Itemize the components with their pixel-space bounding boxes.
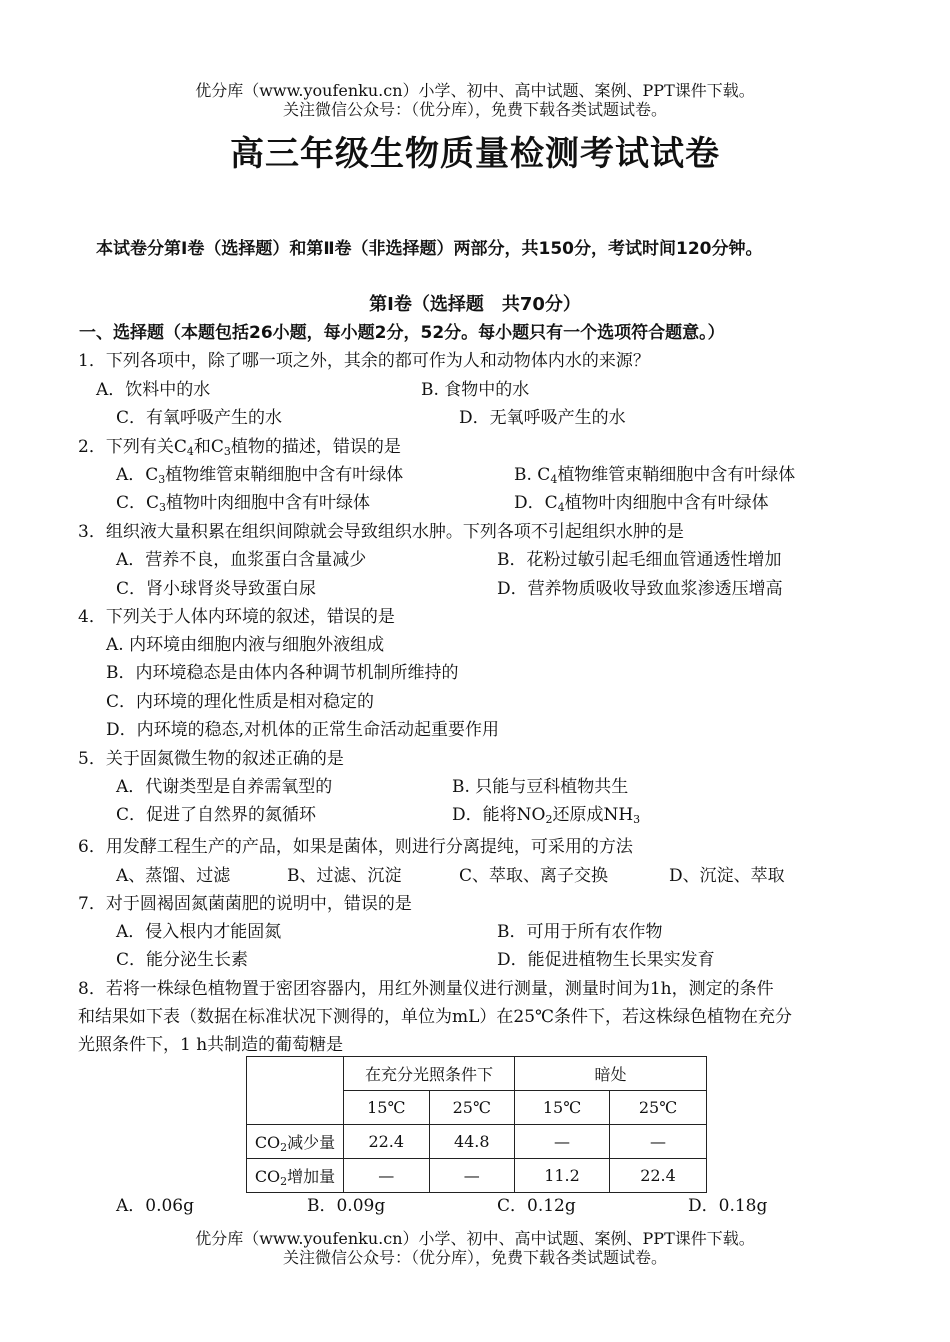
part1-heading: 第Ⅰ卷（选择题 共70分） [369, 294, 581, 315]
q1-option-c: C．有氧呼吸产生的水 [116, 408, 283, 428]
table-group-dark: 暗处 [515, 1057, 707, 1091]
table-group-light: 在充分光照条件下 [344, 1057, 515, 1091]
q5-option-b: B. 只能与豆科植物共生 [452, 777, 629, 797]
q4-option-d: D．内环境的稳态,对机体的正常生命活动起重要作用 [106, 720, 500, 740]
table-cell: — [429, 1159, 515, 1193]
q3-option-c: C．肾小球肾炎导致蛋白尿 [116, 579, 317, 599]
table-cell: — [344, 1159, 430, 1193]
q8-option-c: C．0.12g [497, 1196, 576, 1216]
q3-option-a: A．营养不良，血浆蛋白含量减少 [116, 550, 367, 570]
q5-option-a: A．代谢类型是自养需氧型的 [116, 777, 333, 797]
section-heading: 一、选择题（本题包括26小题，每小题2分，52分。每小题只有一个选项符合题意。） [79, 323, 725, 343]
q1-option-d: D．无氧呼吸产生的水 [459, 408, 626, 428]
q5-option-d: D．能将$NO_2$还原成$NH_3$ [452, 805, 641, 826]
q6-option-d: D、沉淀、萃取 [669, 866, 785, 886]
table-row-label: $CO_2$增加量 [247, 1159, 344, 1193]
q7-stem: 7．对于圆褐固氮菌菌肥的说明中，错误的是 [78, 894, 412, 914]
q8-option-a: A．0.06g [116, 1196, 195, 1216]
page-title: 高三年级生物质量检测考试试卷 [230, 134, 720, 174]
header-line-1: 优分库（www.youfenku.cn）小学、初中、高中试题、案例、PPT课件下载。 [195, 81, 755, 100]
q8-stem-line-1: 8．若将一株绿色植物置于密团容器内，用红外测量仪进行测量，测量时间为1h，测定的条件 [78, 979, 774, 999]
q4-option-a: A. 内环境由细胞内液与细胞外液组成 [106, 635, 385, 655]
q4-option-c: C．内环境的理化性质是相对稳定的 [106, 692, 375, 712]
q3-stem: 3．组织液大量积累在组织间隙就会导致组织水肿。下列各项不引起组织水肿的是 [78, 522, 684, 542]
footer-line-2: 关注微信公众号：（优分库），免费下载各类试题试卷。 [282, 1248, 667, 1267]
table-temp-header: 25℃ [429, 1091, 515, 1125]
table-temp-header: 15℃ [344, 1091, 430, 1125]
table-corner-cell [247, 1057, 344, 1125]
q2-option-d: D．$C_4$植物叶肉细胞中含有叶绿体 [514, 493, 769, 514]
table-cell: 22.4 [610, 1159, 707, 1193]
q7-option-b: B．可用于所有农作物 [497, 922, 663, 942]
q5-option-c: C．促进了自然界的氮循环 [116, 805, 317, 825]
q8-stem-line-3: 光照条件下，1 h共制造的葡萄糖是 [78, 1035, 344, 1055]
q7-option-d: D．能促进植物生长果实发育 [497, 950, 715, 970]
table-cell: 44.8 [429, 1125, 515, 1159]
q2-option-b: B. $C_4$植物维管束鞘细胞中含有叶绿体 [514, 465, 796, 486]
q8-option-b: B．0.09g [307, 1196, 386, 1216]
table-cell: — [515, 1125, 610, 1159]
q3-option-d: D．营养物质吸收导致血浆渗透压增高 [497, 579, 783, 599]
exam-intro: 本试卷分第Ⅰ卷（选择题）和第Ⅱ卷（非选择题）两部分，共150分，考试时间120分钟。 [96, 239, 763, 259]
q1-stem: 1．下列各项中，除了哪一项之外，其余的都可作为人和动物体内水的来源？ [78, 351, 650, 371]
table-cell: 22.4 [344, 1125, 430, 1159]
header-line-2: 关注微信公众号：（优分库），免费下载各类试题试卷。 [282, 100, 667, 119]
q4-stem: 4．下列关于人体内环境的叙述，错误的是 [78, 607, 395, 627]
q2-option-a: A．$C_3$植物维管束鞘细胞中含有叶绿体 [116, 465, 404, 486]
table-cell: 11.2 [515, 1159, 610, 1193]
q7-option-c: C．能分泌生长素 [116, 950, 249, 970]
table-row [247, 1159, 707, 1193]
table-row [247, 1125, 707, 1159]
q2-option-c: C．$C_3$植物叶肉细胞中含有叶绿体 [116, 493, 371, 514]
q6-option-c: C、萃取、离子交换 [459, 866, 609, 886]
q5-stem: 5．关于固氮微生物的叙述正确的是 [78, 749, 344, 769]
table-row-label: $CO_2$减少量 [247, 1125, 344, 1159]
q8-data-table [246, 1056, 707, 1193]
q6-stem: 6．用发酵工程生产的产品，如果是菌体，则进行分离提纯，可采用的方法 [78, 837, 633, 857]
q3-option-b: B．花粉过敏引起毛细血管通透性增加 [497, 550, 782, 570]
q7-option-a: A．侵入根内才能固氮 [116, 922, 282, 942]
q2-stem: 2．下列有关$C_4$和$C_3$植物的描述，错误的是 [78, 437, 401, 458]
q6-option-b: B、过滤、沉淀 [287, 866, 402, 886]
q8-stem-line-2: 和结果如下表（数据在标准状况下测得的，单位为mL）在25℃条件下，若这株绿色植物在充分 [78, 1007, 793, 1027]
footer-line-1: 优分库（www.youfenku.cn）小学、初中、高中试题、案例、PPT课件下载。 [195, 1229, 755, 1248]
q1-option-b: B. 食物中的水 [421, 380, 530, 400]
q1-option-a: A．饮料中的水 [96, 380, 211, 400]
table-cell: — [610, 1125, 707, 1159]
q8-option-d: D．0.18g [688, 1196, 768, 1216]
table-temp-header: 25℃ [610, 1091, 707, 1125]
q4-option-b: B．内环境稳态是由体内各种调节机制所维持的 [106, 663, 459, 683]
table-temp-header: 15℃ [515, 1091, 610, 1125]
q6-option-a: A、蒸馏、过滤 [116, 866, 231, 886]
